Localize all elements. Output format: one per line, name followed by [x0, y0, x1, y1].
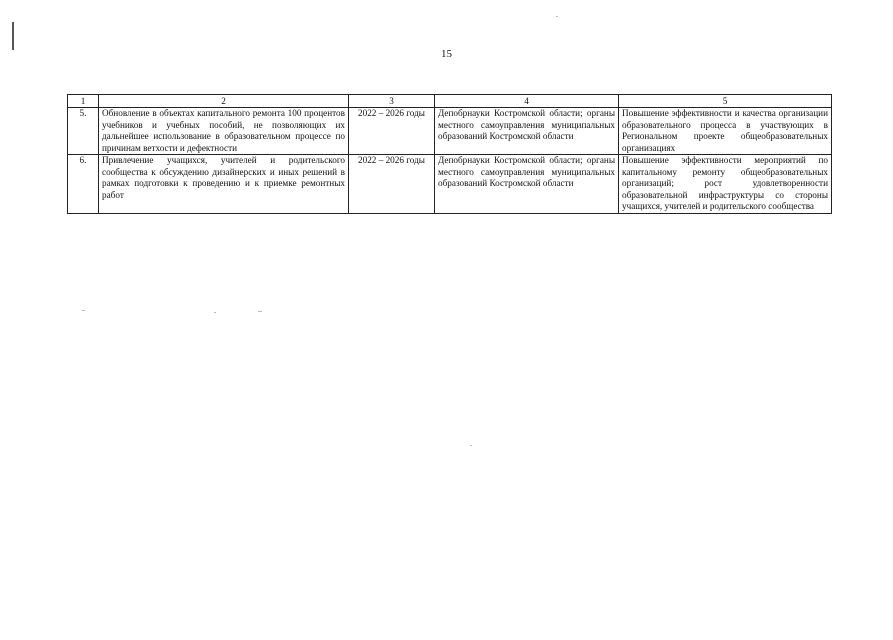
table-header-row — [68, 95, 832, 108]
scan-speck — [214, 312, 216, 313]
margin-scan-mark — [12, 22, 14, 50]
period-cell: 2022 – 2026 годы — [349, 108, 435, 155]
column-header-3: 3 — [349, 95, 435, 108]
column-header-1: 1 — [68, 95, 99, 108]
scan-speck — [82, 310, 85, 311]
executors-cell: Депобрнауки Костромской области; органы местного самоуправления муниципальных образований Костромской области — [435, 108, 619, 155]
executors-cell: Депобрнауки Костромской области; органы местного самоуправления муниципальных образований Костромской области — [435, 155, 619, 214]
activity-cell: Обновление в объектах капитального ремонта 100 процентов учебников и учебных пособий, не позволяющих их дальнейшее использование в образовательном процессе по причинам ветхости и дефектности — [99, 108, 349, 155]
measures-table — [67, 94, 832, 214]
scan-speck — [556, 16, 558, 17]
page-number: 15 — [441, 48, 452, 60]
column-header-5: 5 — [619, 95, 832, 108]
activity-cell: Привлечение учащихся, учителей и родительского сообщества к обсуждению дизайнерских и иных решений в рамках подготовки к проведению и к приемке ремонтных работ — [99, 155, 349, 214]
column-header-4: 4 — [435, 95, 619, 108]
table-row — [68, 108, 832, 155]
column-header-2: 2 — [99, 95, 349, 108]
table-row — [68, 155, 832, 214]
period-cell: 2022 – 2026 годы — [349, 155, 435, 214]
scan-speck — [258, 311, 262, 312]
scan-speck — [470, 445, 472, 446]
row-number: 5. — [68, 108, 99, 155]
result-cell: Повышение эффективности мероприятий по капитальному ремонту общеобразовательных организаций; рост удовлетворенности образовательной инфраструктуры со стороны учащихся, учителей и родительского сообщества — [619, 155, 832, 214]
row-number: 6. — [68, 155, 99, 214]
result-cell: Повышение эффективности и качества организации образовательного процесса в участвующих в Региональном проекте общеобразовательных организациях — [619, 108, 832, 155]
